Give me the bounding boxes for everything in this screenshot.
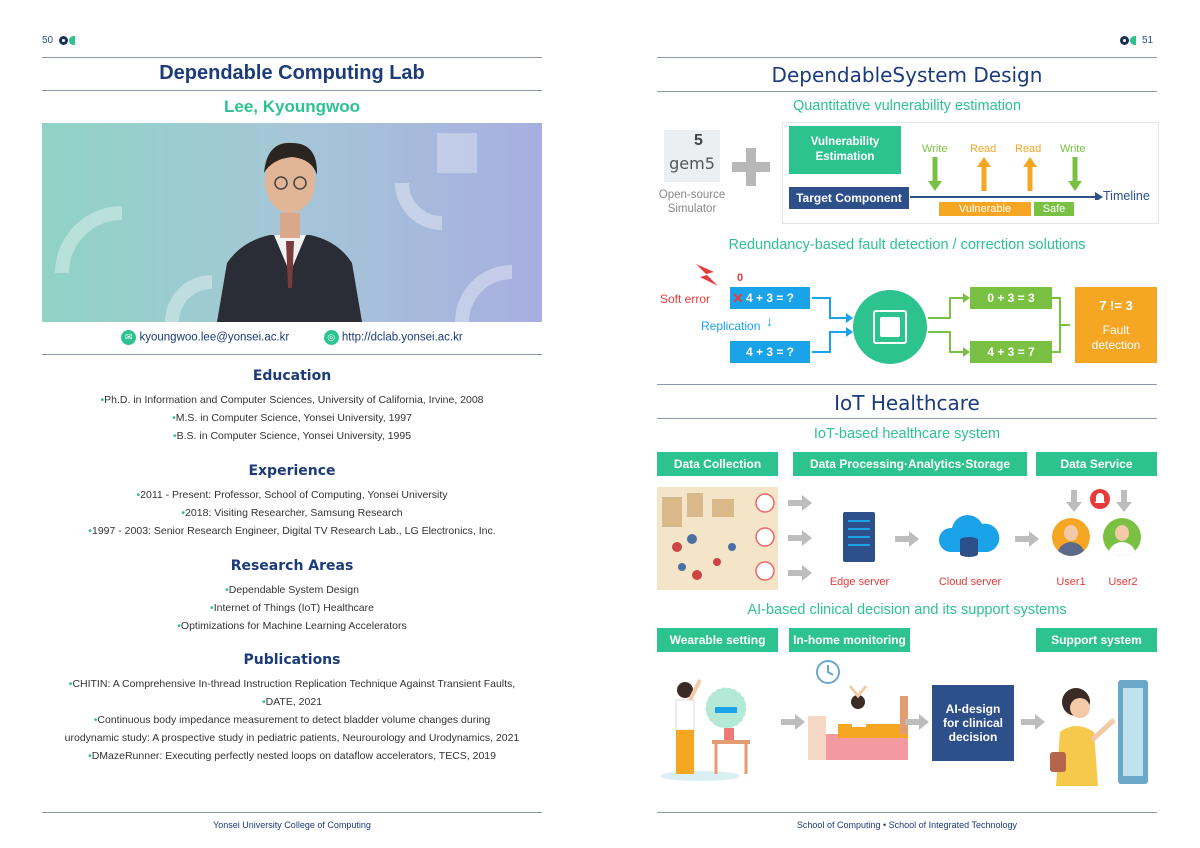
tag-data-service: Data Service: [1036, 452, 1157, 476]
publication-text: DATE, 2021: [265, 696, 323, 708]
research-item: • Dependable System Design: [42, 581, 542, 599]
publication-item-cont: [32, 693, 552, 711]
fault-line: detection: [1091, 338, 1141, 352]
arrow-right-icon: [904, 714, 930, 730]
edge-server-label: Edge server: [829, 576, 890, 588]
research-heading: Research Areas: [230, 558, 354, 574]
education-section: [42, 368, 542, 445]
experience-item: • 2011 - Present: Professor, School of Computing, Yonsei University: [42, 486, 542, 504]
simulator-line: Simulator: [667, 203, 717, 215]
gem5-text: gem5: [669, 154, 715, 173]
read-label: Read: [970, 143, 997, 155]
experience-heading: Experience: [248, 463, 336, 479]
iot-title: IoT Healthcare: [834, 391, 980, 415]
logo-icon: [1120, 36, 1136, 45]
subtitle-vulnerability: Quantitative vulnerability estimation: [792, 98, 1022, 114]
research-item: • Optimizations for Machine Learning Accelerators: [42, 617, 542, 635]
simulator-line: Open-source: [658, 189, 726, 201]
page-number-text: 50: [42, 35, 54, 46]
design-title: DependableSystem Design: [771, 63, 1043, 87]
tag-support: Support system: [1036, 628, 1157, 652]
publications-section: [32, 652, 552, 765]
write-label: Write: [922, 143, 948, 155]
arrow-right-icon: [1014, 531, 1040, 547]
tag-data-processing: Data Processing·Analytics·Storage: [793, 452, 1027, 476]
plus-icon: [732, 148, 770, 186]
page-number-text: 51: [1142, 35, 1154, 46]
research-section: [42, 558, 542, 635]
tag-inhome: In-home monitoring: [789, 628, 910, 652]
publications-heading: Publications: [243, 652, 341, 668]
timeline-label: Timeline: [1103, 189, 1150, 203]
user2-avatar: [1103, 518, 1141, 556]
vulnerable-bar: Vulnerable: [939, 202, 1031, 216]
result-top: 0 + 3 = 3: [970, 287, 1052, 309]
page-number-left: [42, 35, 75, 46]
down-arrows-icon: [1063, 488, 1139, 514]
education-item: • Ph.D. in Information and Computer Sciences, University of California, Irvine, 2008: [42, 391, 542, 409]
equation-top: 4 + 3 = ?: [730, 287, 810, 309]
bit-flip-zero: 0: [737, 272, 744, 284]
page-number-right: [1120, 35, 1153, 46]
footer-right: School of Computing • School of Integrated Technology: [796, 820, 1018, 830]
ai-line: decision: [948, 730, 998, 744]
footer-left: Yonsei University College of Computing: [213, 820, 371, 830]
globe-icon: ◎: [324, 330, 339, 345]
education-item: • M.S. in Computer Science, Yonsei University, 1997: [42, 409, 542, 427]
subtitle-iot: IoT-based healthcare system: [813, 426, 1001, 442]
contact-row: [42, 330, 542, 345]
education-item: • B.S. in Computer Science, Yonsei University, 1995: [42, 427, 542, 445]
publication-item: • CHITIN: A Comprehensive In-thread Instruction Replication Technique Against Transient Faults,: [32, 675, 552, 693]
cloud-server-label: Cloud server: [938, 576, 1002, 588]
subtitle-ai: AI-based clinical decision and its support systems: [747, 602, 1067, 618]
research-item: • Internet of Things (IoT) Healthcare: [42, 599, 542, 617]
target-component-box: Target Component: [789, 187, 909, 209]
publication-item: • Continuous body impedance measurement to detect bladder volume changes during: [32, 711, 552, 729]
soft-error-label: Soft error: [660, 292, 711, 306]
result-bottom: 4 + 3 = 7: [970, 341, 1052, 363]
fault-detection-box: [1075, 287, 1157, 363]
down-arrow-icon: ↓: [766, 313, 773, 329]
experience-section: [42, 463, 542, 540]
error-cross-icon: ✕: [732, 290, 744, 306]
subtitle-redundancy: Redundancy-based fault detection / correction solutions: [728, 237, 1086, 253]
collection-arrows: [786, 493, 814, 583]
wearable-illustration: [660, 660, 778, 784]
mail-icon: ✉: [121, 330, 136, 345]
experience-item: • 1997 - 2003: Senior Research Engineer, Digital TV Research Lab., LG Electronics, Inc.: [42, 522, 542, 540]
cloud-icon: [936, 512, 1002, 562]
logo-icon: [59, 36, 75, 45]
lightning-icon: [692, 262, 720, 288]
website-link[interactable]: http://dclab.yonsei.ac.kr: [341, 331, 463, 344]
vuln-est-line: Vulnerability: [810, 136, 880, 148]
support-illustration: [1048, 680, 1150, 786]
ai-design-box: [932, 685, 1014, 761]
vulnerability-estimation-box: [789, 126, 901, 174]
read-label: Read: [1015, 143, 1042, 155]
arrow-right-icon: [1020, 714, 1046, 730]
profile-photo: [42, 123, 542, 322]
chip-icon: [853, 290, 927, 364]
gem5-logo: gem5 5: [664, 130, 720, 182]
right-page: [600, 0, 1200, 848]
equation-bottom: 4 + 3 = ?: [730, 341, 810, 363]
lab-title: Dependable Computing Lab: [159, 62, 425, 84]
education-heading: Education: [252, 368, 332, 384]
ai-line: for clinical: [942, 716, 1004, 730]
arrow-right-icon: [894, 531, 920, 547]
publication-item: • DMazeRunner: Executing perfectly nested loops on dataflow accelerators, TECS, 2019: [32, 747, 552, 765]
ai-line: AI-design: [945, 702, 1001, 716]
replication-label: Replication: [701, 319, 761, 333]
safe-bar: Safe: [1034, 202, 1074, 216]
vuln-est-line: Estimation: [815, 151, 875, 163]
tag-data-collection: Data Collection: [657, 452, 778, 476]
write-label: Write: [1060, 143, 1086, 155]
publication-item-cont: urodynamic study: A prospective study in pediatric patients, Neurourology and Urodynamics, 2021: [64, 732, 520, 744]
data-collection-illustration: [657, 487, 778, 590]
user1-label: User1: [1056, 576, 1086, 588]
person-name: Lee, Kyoungwoo: [224, 97, 360, 116]
fault-line: Fault: [1102, 323, 1130, 337]
simulator-label: [652, 188, 732, 216]
fault-compare-text: 7 != 3: [1099, 298, 1133, 313]
inhome-illustration: [798, 656, 910, 766]
tag-wearable: Wearable setting: [657, 628, 778, 652]
experience-item: • 2018: Visiting Researcher, Samsung Research: [42, 504, 542, 522]
email-link[interactable]: kyoungwoo.lee@yonsei.ac.kr: [139, 331, 290, 344]
server-icon: [843, 512, 875, 562]
user1-avatar: [1052, 518, 1090, 556]
user2-label: User2: [1108, 576, 1138, 588]
